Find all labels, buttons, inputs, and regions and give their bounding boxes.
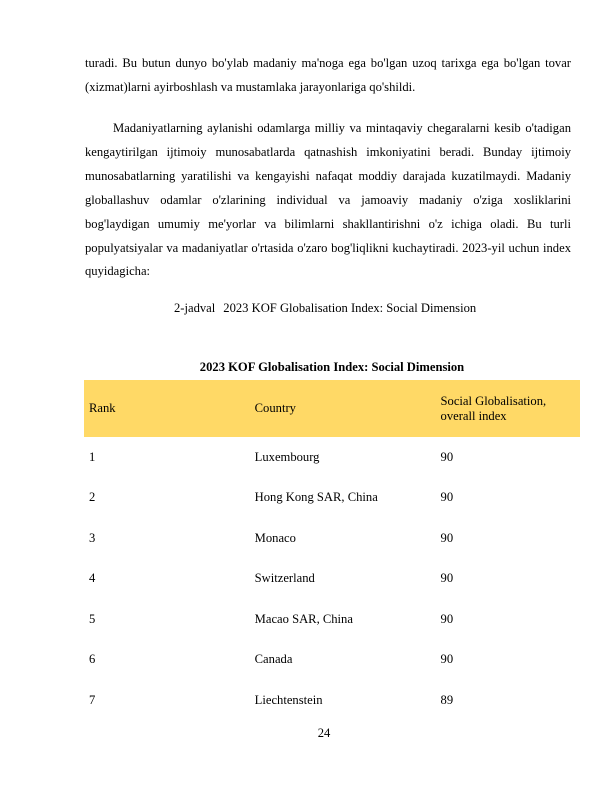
cell-rank: 6 <box>89 652 96 667</box>
page-number: 24 <box>317 726 331 740</box>
table-title: 2023 KOF Globalisation Index: Social Dimension <box>199 360 465 374</box>
cell-index: 89 <box>440 692 454 707</box>
table-header-row <box>84 380 580 437</box>
cell-country: Liechtenstein <box>254 692 323 707</box>
cell-rank: 7 <box>89 692 96 707</box>
table-caption <box>174 301 476 316</box>
cell-index: 90 <box>440 611 454 626</box>
cell-index: 90 <box>440 652 454 667</box>
cell-country: Monaco <box>254 530 296 545</box>
cell-rank: 3 <box>89 530 96 545</box>
table-row <box>84 437 580 478</box>
table-row <box>84 559 580 600</box>
header-country: Country <box>250 380 436 437</box>
cell-rank: 2 <box>89 490 96 505</box>
cell-country: Hong Kong SAR, China <box>254 490 378 505</box>
cell-index: 90 <box>440 530 454 545</box>
cell-country: Luxembourg <box>254 449 320 464</box>
cell-index: 90 <box>440 449 454 464</box>
table-row <box>84 478 580 519</box>
table-row <box>84 599 580 640</box>
header-rank: Rank <box>84 380 250 437</box>
kof-index-table <box>84 380 580 721</box>
paragraph-1: turadi. Bu butun dunyo bo'ylab madaniy ma'noga ega bo'lgan uzoq tarixga ega bo'lgan tovar (xizmat)larni ayirboshlash va mustamlaka jarayonlariga qo'shildi. <box>85 56 571 94</box>
cell-country: Switzerland <box>254 571 315 586</box>
table-caption-title: 2023 KOF Globalisation Index: Social Dimension <box>223 301 477 315</box>
cell-rank: 4 <box>89 571 96 586</box>
cell-country: Macao SAR, China <box>254 611 353 626</box>
table-row <box>84 640 580 681</box>
cell-index: 90 <box>440 490 454 505</box>
paragraph-2: Madaniyatlarning aylanishi odamlarga milliy va mintaqaviy chegaralarni kesib o'tadigan kengaytirilgan ijtimoiy munosabatlarda qatnashish imkoniyatini beradi. Bunday ijtimoiy munosabatlarning yaratilishi va kengayishi nafaqat moddiy darajada kuzatilmaydi. Madaniy globallashuv odamlar o'zlarining individual va jamoaviy madaniy o'ziga xosliklarini bog'laydigan umumiy me'yorlar va bilimlarni shakllantirishni o'z ichiga oladi. Bu turli populyatsiyalar va madaniyatlar o'rtasida o'zaro bog'liqlikni kuchaytiradi. 2023-yil uchun index quyidagicha: <box>85 121 571 279</box>
table-row <box>84 518 580 559</box>
cell-rank: 1 <box>89 449 96 464</box>
cell-rank: 5 <box>89 611 96 626</box>
table-row <box>84 680 580 721</box>
cell-index: 90 <box>440 571 454 586</box>
cell-country: Canada <box>254 652 293 667</box>
header-index: Social Globalisation, overall index <box>436 380 580 437</box>
table-caption-label: 2-jadval <box>174 301 216 315</box>
